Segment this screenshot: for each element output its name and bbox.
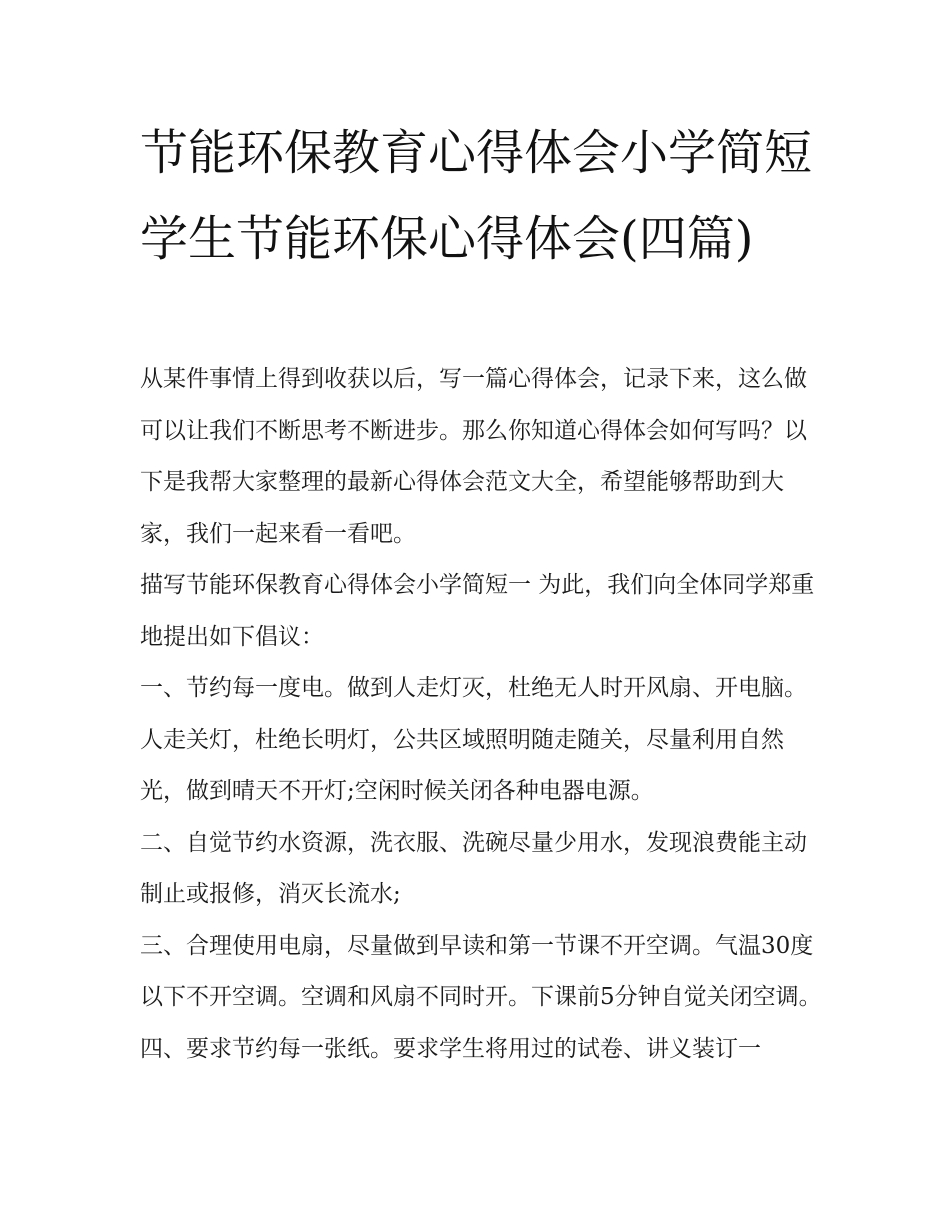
paragraph-item-3: 三、合理使用电扇，尽量做到早读和第一节课不开空调。气温30度以下不开空调。空调和风扇不同时开。下课前5分钟自觉关闭空调。 bbox=[140, 932, 822, 1010]
paragraph-item-2: 二、自觉节约水资源，洗衣服、洗碗尽量少用水，发现浪费能主动制止或报修，消灭长流水; bbox=[140, 829, 807, 907]
document-body bbox=[140, 354, 822, 1075]
paragraph-intro: 从某件事情上得到收获以后，写一篇心得体会，记录下来，这么做可以让我们不断思考不断进步。那么你知道心得体会如何写吗？以下是我帮大家整理的最新心得体会范文大全，希望能够帮助到大家，我们一起来看一看吧。 bbox=[140, 366, 807, 547]
paragraph-item-4: 四、要求节约每一张纸。要求学生将用过的试卷、讲义装订一 bbox=[140, 1035, 761, 1062]
paragraph-item-1: 一、节约每一度电。做到人走灯灭，杜绝无人时开风扇、开电脑。人走关灯，杜绝长明灯，公共区域照明随走随关，尽量利用自然光，做到晴天不开灯;空闲时候关闭各种电器电源。 bbox=[140, 675, 807, 804]
document-title: 节能环保教育心得体会小学简短 学生节能环保心得体会(四篇) bbox=[140, 125, 813, 267]
paragraph-proposal-intro: 描写节能环保教育心得体会小学简短一 为此，我们向全体同学郑重地提出如下倡议： bbox=[140, 572, 815, 650]
